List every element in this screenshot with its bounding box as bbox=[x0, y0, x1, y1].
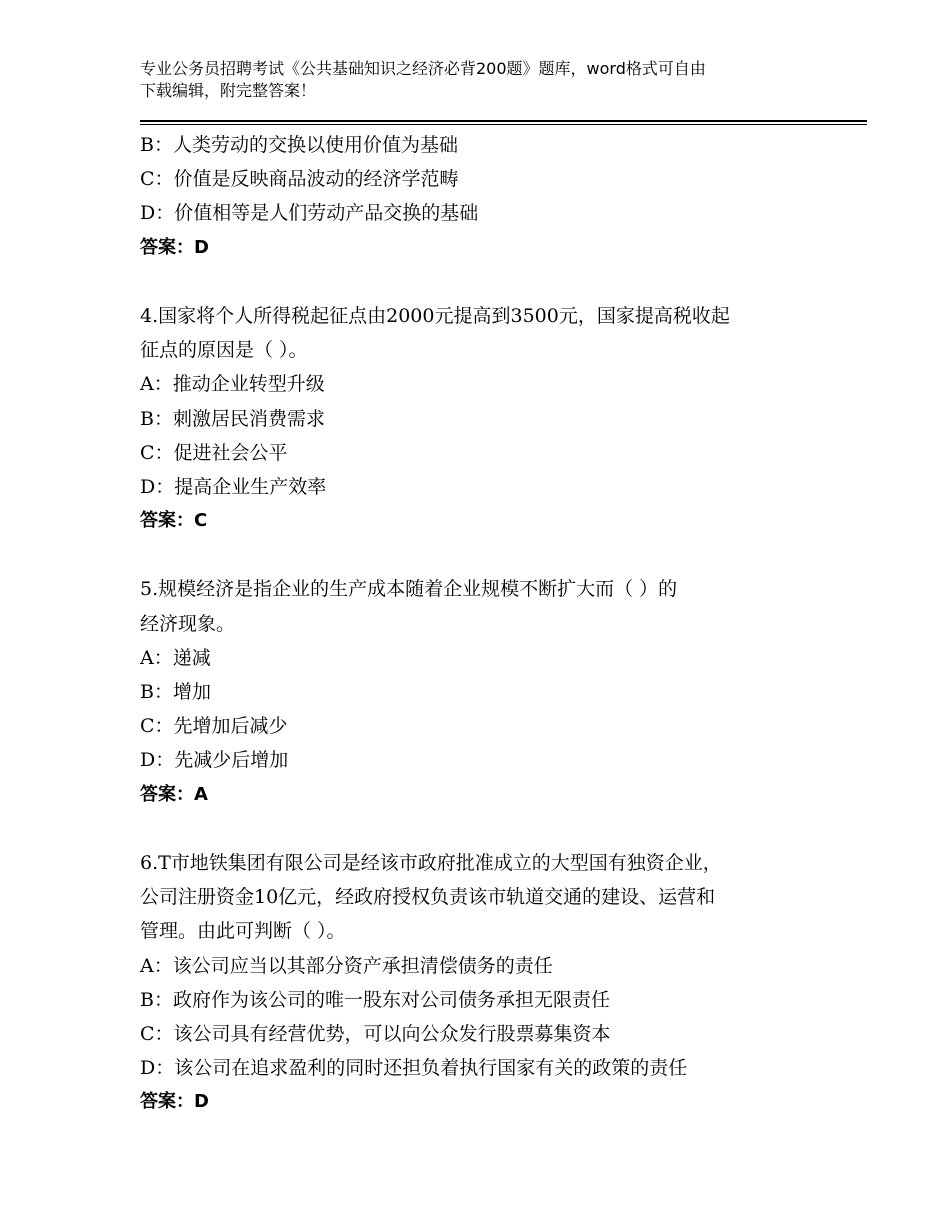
option-c: C：先增加后减少 bbox=[140, 715, 288, 738]
question-stem-line: 4.国家将个人所得税起征点由2000元提高到3500元，国家提高税收起 bbox=[140, 304, 730, 327]
header-divider-thin bbox=[140, 124, 867, 125]
question-stem-line: 5.规模经济是指企业的生产成本随着企业规模不断扩大而（ ）的 bbox=[140, 578, 678, 601]
option-a: A：推动企业转型升级 bbox=[140, 373, 325, 396]
header-divider-thick bbox=[140, 120, 867, 122]
question-stem-line: 管理。由此可判断（ ）。 bbox=[140, 920, 346, 943]
question-list bbox=[140, 128, 830, 1119]
option-d: D：先减少后增加 bbox=[140, 749, 289, 772]
header-line-2: 下载编辑，附完整答案！ bbox=[140, 81, 317, 100]
answer-line: 答案：C bbox=[140, 510, 208, 532]
option-c: C：价值是反映商品波动的经济学范畴 bbox=[140, 168, 459, 191]
option-c: C：促进社会公平 bbox=[140, 441, 288, 464]
answer-line: 答案：D bbox=[140, 236, 209, 258]
question-stem-line: 经济现象。 bbox=[140, 612, 236, 635]
answer-line: 答案：A bbox=[140, 783, 208, 805]
option-b: B：政府作为该公司的唯一股东对公司债务承担无限责任 bbox=[140, 988, 610, 1011]
question-3-fragment bbox=[140, 128, 830, 265]
option-c: C：该公司具有经营优势，可以向公众发行股票募集资本 bbox=[140, 1022, 611, 1045]
option-b: B：增加 bbox=[140, 681, 211, 703]
option-a: A：递减 bbox=[140, 646, 211, 669]
question-stem-line: 征点的原因是（ ）。 bbox=[140, 339, 308, 362]
option-d: D：该公司在追求盈利的同时还担负着执行国家有关的政策的责任 bbox=[140, 1057, 688, 1080]
spacer bbox=[140, 812, 830, 846]
option-b: B：刺激居民消费需求 bbox=[140, 407, 325, 430]
question-4 bbox=[140, 299, 830, 538]
question-stem-line: 公司注册资金10亿元，经政府授权负责该市轨道交通的建设、运营和 bbox=[140, 886, 716, 909]
header-line-1: 专业公务员招聘考试《公共基础知识之经济必背200题》题库，word格式可自由 bbox=[140, 59, 706, 78]
question-5 bbox=[140, 572, 830, 811]
question-stem-line: 6.T市地铁集团有限公司是经该市政府批准成立的大型国有独资企业， bbox=[140, 851, 722, 874]
option-b: B：人类劳动的交换以使用价值为基础 bbox=[140, 134, 458, 156]
spacer bbox=[140, 265, 830, 299]
page-header bbox=[140, 58, 820, 102]
option-d: D：提高企业生产效率 bbox=[140, 475, 327, 498]
answer-line: 答案：D bbox=[140, 1091, 209, 1113]
option-d: D：价值相等是人们劳动产品交换的基础 bbox=[140, 202, 479, 225]
question-6 bbox=[140, 846, 830, 1120]
option-a: A：该公司应当以其部分资产承担清偿债务的责任 bbox=[140, 954, 553, 977]
spacer bbox=[140, 538, 830, 572]
